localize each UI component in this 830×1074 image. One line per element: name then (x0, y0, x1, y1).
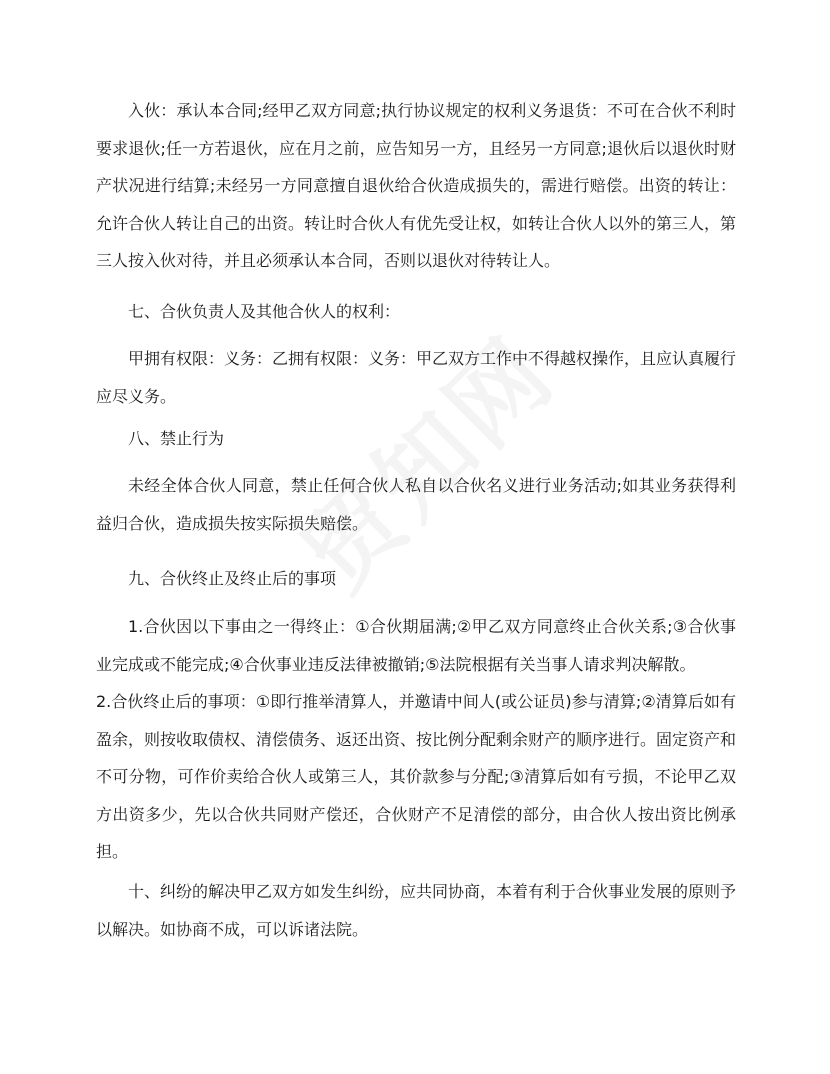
section-heading-8: 八、禁止行为 (128, 429, 225, 448)
section-heading-7: 七、合伙负责人及其他合伙人的权利： (128, 302, 401, 321)
paragraph-termination-matters: 2.合伙终止后的事项：①即行推举清算人，并邀请中间人(或公证员)参与清算;②清算后如有盈余，则按收取债权、清偿债务、返还出资、按比例分配剩余财产的顺序进行。固定资产和不可分物，可作价卖给合伙人或第三人，其价款参与分配;③清算后如有亏损，不论甲乙双方出资多少，先以合伙共同财产偿还，合伙财产不足清偿的部分，由合伙人按出资比例承担。 (96, 692, 737, 861)
paragraph-exit-transfer: 入伙：承认本合同;经甲乙双方同意;执行协议规定的权利义务退货：不可在合伙不利时要求退伙;任一方若退伙，应在月之前，应告知另一方，且经另一方同意;退伙后以退伙时财产状况进行结算;未经另一方同意擅自退伙给合伙造成损失的，需进行赔偿。出资的转让：允许合伙人转让自己的出资。转让时合伙人有优先受让权，如转让合伙人以外的第三人，第三人按入伙对待，并且必须承认本合同，否则以退伙对待转让人。 (96, 101, 737, 270)
paragraph-termination-causes: 1.合伙因以下事由之一得终止：①合伙期届满;②甲乙双方同意终止合伙关系;③合伙事业完成或不能完成;④合伙事业违反法律被撤销;⑤法院根据有关当事人请求判决解散。 (96, 617, 736, 674)
paragraph-dispute-resolution: 十、纠纷的解决甲乙双方如发生纠纷，应共同协商，本着有利于合伙事业发展的原则予以解决。如协商不成，可以诉诸法院。 (96, 882, 737, 939)
paragraph-rights: 甲拥有权限：义务：乙拥有权限：义务：甲乙双方工作中不得越权操作，且应认真履行应尽义务。 (96, 349, 737, 406)
paragraph-prohibited: 未经全体合伙人同意，禁止任何合伙人私自以合伙名义进行业务活动;如其业务获得利益归合伙，造成损失按实际损失赔偿。 (96, 476, 736, 533)
section-heading-9: 九、合伙终止及终止后的事项 (128, 569, 337, 588)
